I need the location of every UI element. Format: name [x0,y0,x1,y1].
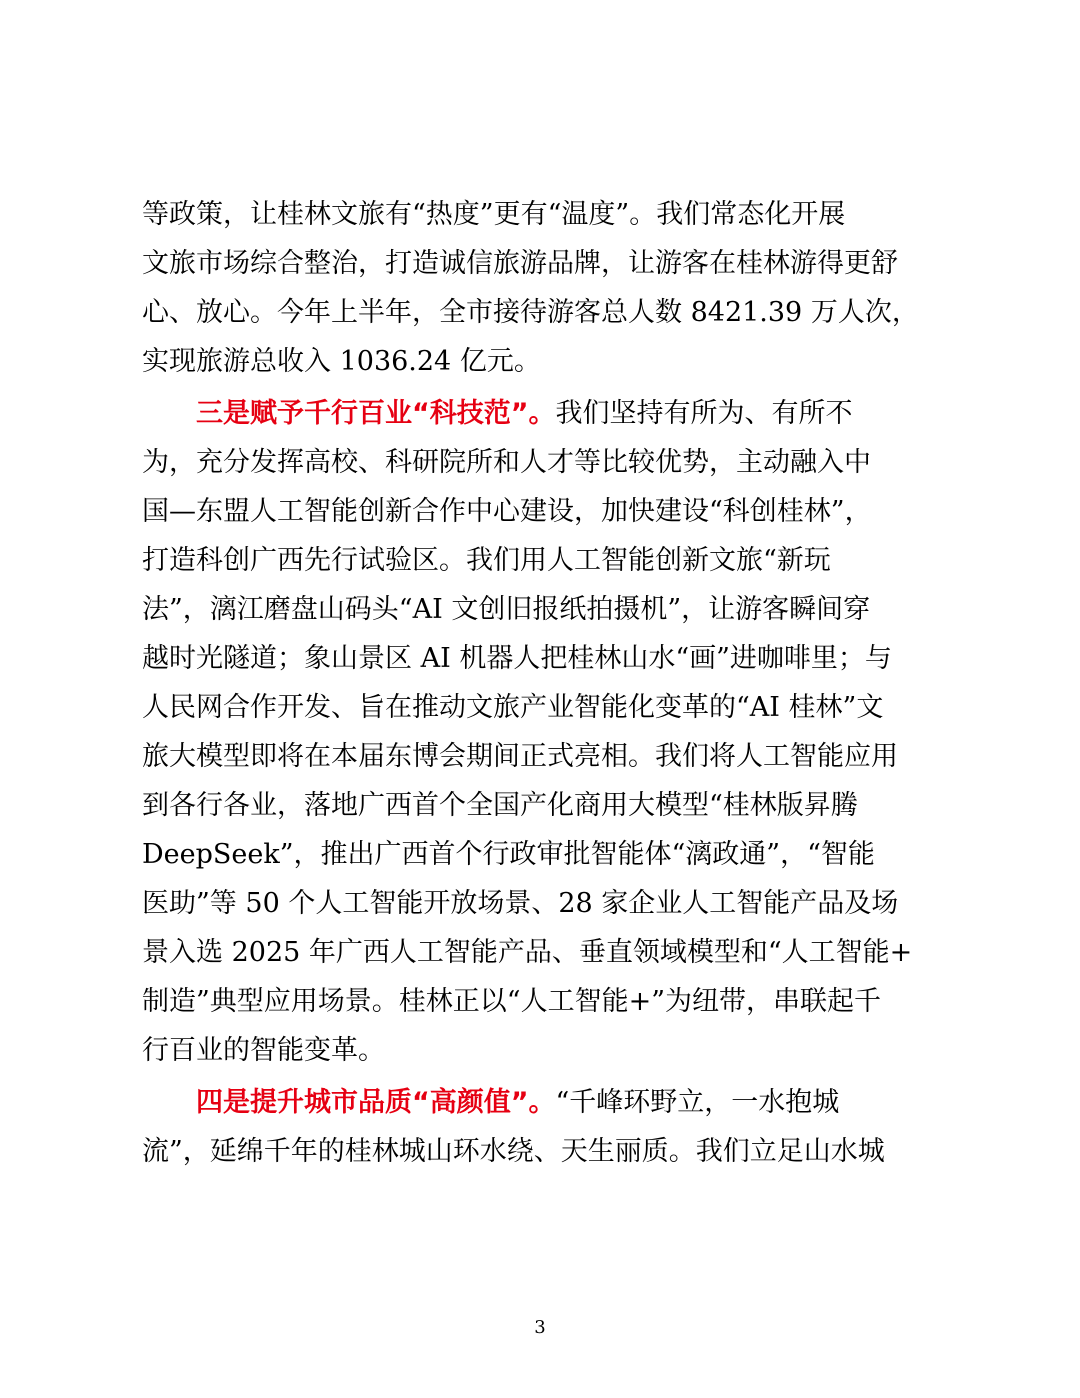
section-heading-technology: 三是赋予千行百业“科技范”。 [196,398,556,429]
text-line: 为，充分发挥高校、科研院所和人才等比较优势，主动融入中 [142,447,871,478]
paragraph-technology [142,389,942,1075]
text-line: 流”，延绵千年的桂林城山环水绕、天生丽质。我们立足山水城 [142,1136,885,1167]
text-line: 打造科创广西先行试验区。我们用人工智能创新文旅“新玩 [142,545,831,576]
text-line: 法”，漓江磨盘山码头“AI 文创旧报纸拍摄机”，让游客瞬间穿 [142,594,871,625]
paragraph-first-line [142,1078,942,1127]
text-line: 行百业的智能变革。 [142,1035,385,1066]
text-line: 制造”典型应用场景。桂林正以“人工智能+”为纽带，串联起千 [142,986,882,1017]
text-line: 等政策，让桂林文旅有“热度”更有“温度”。我们常态化开展 [142,199,846,230]
text-line: 文旅市场综合整治，打造诚信旅游品牌，让游客在桂林游得更舒 [142,248,898,279]
paragraph-first-line [142,389,942,438]
text-run: 我们坚持有所为、有所不 [555,398,853,429]
text-line: 医助”等 50 个人工智能开放场景、28 家企业人工智能产品及场 [142,888,899,919]
text-line: 实现旅游总收入 1036.24 亿元。 [142,346,541,377]
text-line: 景入选 2025 年广西人工智能产品、垂直领域模型和“人工智能+ [142,937,913,968]
text-line: 到各行各业，落地广西首个全国产化商用大模型“桂林版昇腾 [142,790,858,821]
text-line: 旅大模型即将在本届东博会期间正式亮相。我们将人工智能应用 [142,741,898,772]
page-number: 3 [534,1317,546,1338]
text-line: 国—东盟人工智能创新合作中心建设，加快建设“科创桂林”， [142,496,872,527]
text-line: 心、放心。今年上半年，全市接待游客总人数 8421.39 万人次， [142,297,919,328]
text-run: “千峰环野立，一水抱城 [555,1087,840,1118]
text-line: 越时光隧道；象山景区 AI 机器人把桂林山水“画”进咖啡里；与 [142,643,892,674]
document-body [142,190,942,1176]
paragraph-city-quality [142,1078,942,1176]
text-line: DeepSeek”，推出广西首个行政审批智能体“漓政通”，“智能 [142,839,875,870]
paragraph-tourism [142,190,942,386]
section-heading-city-quality: 四是提升城市品质“高颜值”。 [196,1087,556,1118]
text-line: 人民网合作开发、旨在推动文旅产业智能化变革的“AI 桂林”文 [142,692,884,723]
